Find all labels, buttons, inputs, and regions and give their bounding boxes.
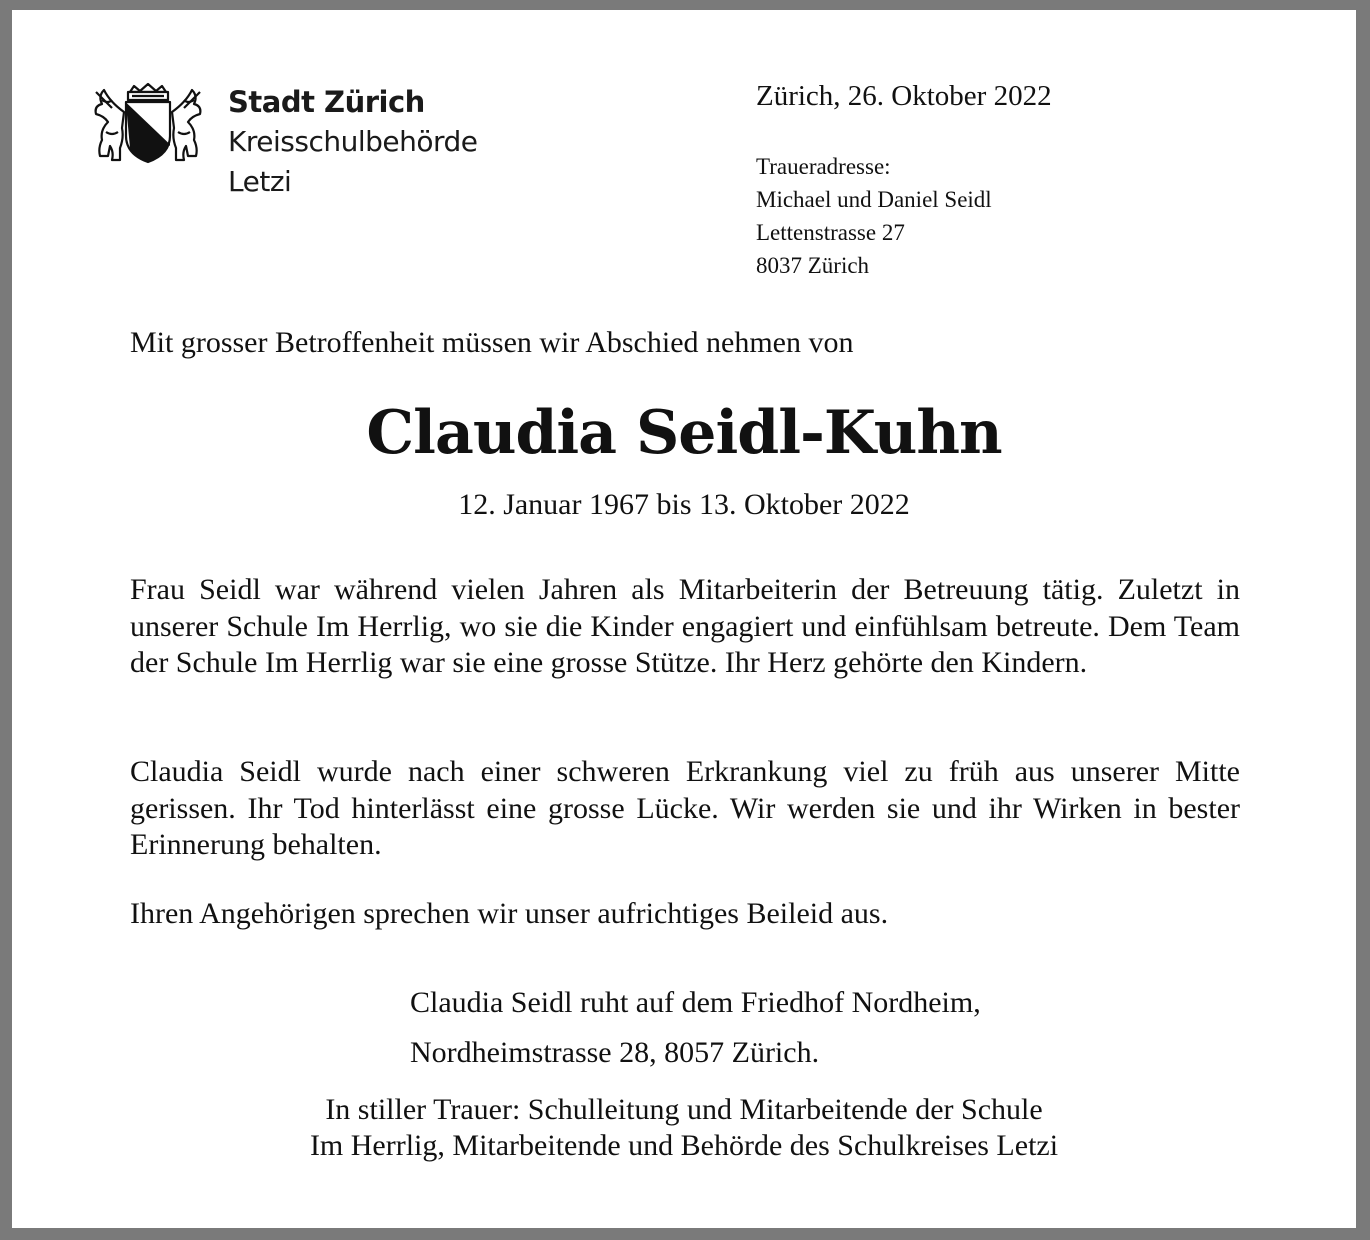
resting-place-line-2: Nordheimstrasse 28, 8057 Zürich. <box>410 1036 820 1069</box>
mourners-line-2: Im Herrlig, Mitarbeitende und Behörde des Schulkreises Letzi <box>309 1129 1059 1162</box>
resting-place-line-1: Claudia Seidl ruht auf dem Friedhof Nordheim, <box>410 986 981 1019</box>
city-logo <box>90 82 530 202</box>
mourners-signature <box>12 1092 1356 1164</box>
paragraph-1: Frau Seidl war während vielen Jahren als Mitarbeiterin der Betreuung tätig. Zuletzt in unserer Schule Im Herrlig, wo sie die Kinder engagiert und einfühlsam betreute. Dem Team der Schule Im Herrlig war sie eine grosse Stütze. Ihr Herz gehörte den Kindern. <box>130 573 1240 679</box>
address-names: Michael und Daniel Seidl <box>756 187 992 212</box>
org-department: Kreisschulbehörde <box>228 125 478 158</box>
address-street: Lettenstrasse 27 <box>756 220 905 245</box>
resting-place <box>410 978 981 1078</box>
zurich-coat-of-arms-icon <box>90 82 206 166</box>
obituary-page <box>12 10 1356 1228</box>
mourning-address <box>756 150 992 282</box>
address-label: Traueradresse: <box>756 154 891 179</box>
dateline: Zürich, 26. Oktober 2022 <box>756 80 1052 112</box>
paragraph-3: Ihren Angehörigen sprechen wir unser aufrichtiges Beileid aus. <box>130 897 889 930</box>
org-district: Letzi <box>228 165 292 198</box>
life-dates: 12. Januar 1967 bis 13. Oktober 2022 <box>458 488 910 521</box>
intro-text: Mit grosser Betroffenheit müssen wir Abschied nehmen von <box>130 326 854 359</box>
address-city: 8037 Zürich <box>756 253 870 278</box>
organization-name <box>228 82 478 202</box>
mourners-line-1: In stiller Trauer: Schulleitung und Mitarbeitende der Schule <box>325 1093 1043 1126</box>
org-city: Stadt Zürich <box>228 85 425 119</box>
deceased-name: Claudia Seidl-Kuhn <box>366 398 1002 468</box>
paragraph-2: Claudia Seidl wurde nach einer schweren Erkrankung viel zu früh aus unserer Mitte gerissen. Ihr Tod hinterlässt eine grosse Lücke. Wir werden sie und ihr Wirken in bester Erinnerung behalten. <box>130 755 1240 861</box>
